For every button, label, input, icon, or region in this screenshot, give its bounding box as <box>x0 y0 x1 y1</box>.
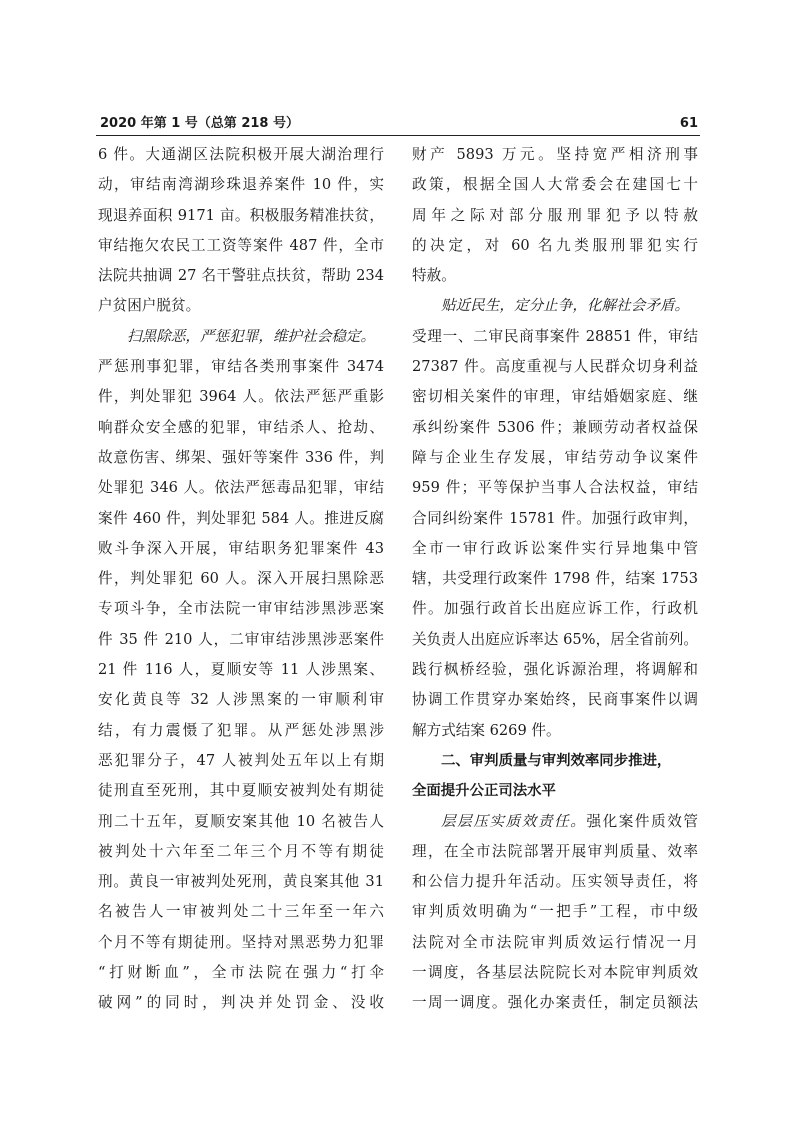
text-line: 处罪犯 346 人。依法严惩毒品犯罪，审结 <box>98 479 384 497</box>
text-line: 件，判处罪犯 60 人。深入开展扫黑除恶 <box>98 570 384 588</box>
text-line: 审结拖欠农民工工资等案件 487 件，全市 <box>98 236 384 254</box>
text-line: 案件 460 件，判处罪犯 584 人。推进反腐 <box>98 509 384 527</box>
text-line: 密切相关案件的审理，审结婚姻家庭、继 <box>412 388 698 406</box>
heading-line: 全面提升公正司法水平 <box>412 783 556 800</box>
lead-text: 贴近民生，定分止争，化解社会矛盾。 <box>441 297 690 315</box>
text-line: 故意伤害、绑架、强奸等案件 336 件，判 <box>98 448 384 466</box>
header-rule <box>96 135 700 136</box>
text-line: 协调工作贯穿办案始终，民商事案件以调 <box>412 691 698 709</box>
right-column <box>412 140 698 1019</box>
text-line: 解方式结案 6269 件。 <box>412 721 561 739</box>
text-line: 件，判处罪犯 3964 人。依法严惩严重影 <box>98 388 384 406</box>
text-line: 刑二十五年，夏顺安案其他 10 名被告人 <box>98 812 384 830</box>
text-line: 个月不等有期徒刑。坚持对黑恶势力犯罪 <box>98 933 384 951</box>
text-line: 政策，根据全国人大常委会在建国七十 <box>412 176 698 194</box>
paragraph <box>412 807 698 1019</box>
running-header <box>100 116 698 132</box>
text-line: 件 35 件 210 人，二审审结涉黑涉恶案件 <box>98 630 384 648</box>
page-number: 61 <box>679 116 698 131</box>
text-line: 被判处十六年至二年三个月不等有期徒 <box>98 842 384 860</box>
paragraph-lead <box>98 322 384 352</box>
heading-line: 二、审判质量与审判效率同步推进， <box>441 752 672 769</box>
text-line: 27387 件。高度重视与人民群众切身利益 <box>412 358 698 376</box>
text-line: 徒刑直至死刑，其中夏顺安被判处有期徒 <box>98 782 384 800</box>
text-line: 审判质效明确为“一把手”工程，市中级 <box>412 903 698 921</box>
text-line: 合同纠纷案件 15781 件。加强行政审判， <box>412 509 698 527</box>
issue-label: 2020 年第 1 号（总第 218 号） <box>100 116 299 131</box>
text-line: 障与企业生存发展，审结劳动争议案件 <box>412 448 698 466</box>
paragraph <box>98 322 384 1019</box>
text-line: 败斗争深入开展，审结职务犯罪案件 43 <box>98 539 384 557</box>
section-heading <box>412 746 698 807</box>
text-line: 受理一、二审民商事案件 28851 件，审结 <box>412 327 698 345</box>
text-line: 户贫困户脱贫。 <box>98 297 201 315</box>
text-line: 周年之际对部分服刑罪犯予以特赦 <box>412 206 698 224</box>
text-line: 959 件；平等保护当事人合法权益，审结 <box>412 479 698 497</box>
text-line: 21 件 116 人，夏顺安等 11 人涉黑案、 <box>98 661 384 679</box>
text-line: 名被告人一审被判处二十三年至一年六 <box>98 903 384 921</box>
text-line: 一周一调度。强化办案责任，制定员额法 <box>412 994 698 1012</box>
text-line: 严惩刑事犯罪，审结各类刑事案件 3474 <box>98 358 384 376</box>
text-line: 特赦。 <box>412 267 456 285</box>
text-line: 专项斗争，全市法院一审审结涉黑涉恶案 <box>98 600 384 618</box>
text-line: 全市一审行政诉讼案件实行异地集中管 <box>412 539 698 557</box>
lead-text: 扫黑除恶，严惩犯罪，维护社会稳定。 <box>127 327 376 345</box>
text-line: 法院对全市法院审判质效运行情况一月 <box>412 933 698 951</box>
text-line: 刑。黄良一审被判处死刑，黄良案其他 31 <box>98 873 384 891</box>
lead-continuation: 强化案件质效管 <box>586 812 698 830</box>
text-line: 践行枫桥经验，强化诉源治理，将调解和 <box>412 661 698 679</box>
paragraph <box>412 291 698 745</box>
text-line: 动，审结南湾湖珍珠退养案件 10 件，实 <box>98 176 384 194</box>
text-line: 关负责人出庭应诉率达 65%，居全省前列。 <box>412 630 698 648</box>
text-line: 响群众安全感的犯罪，审结杀人、抢劫、 <box>98 418 384 436</box>
text-line: 承纠纷案件 5306 件；兼顾劳动者权益保 <box>412 418 698 436</box>
lead-text: 层层压实质效责任。 <box>441 812 587 830</box>
text-line: 件。加强行政首长出庭应诉工作，行政机 <box>412 600 698 618</box>
text-line: 财产 5893 万元。坚持宽严相济刑事 <box>412 146 698 163</box>
paragraph-lead <box>412 291 698 321</box>
text-line: 安化黄良等 32 人涉黑案的一审顺利审 <box>98 691 384 709</box>
text-line: 辖，共受理行政案件 1798 件，结案 1753 <box>412 570 698 588</box>
paragraph <box>412 140 698 291</box>
text-line: 理，在全市法院部署开展审判质量、效率 <box>412 842 698 860</box>
paragraph-lead <box>412 807 698 837</box>
text-line: 恶犯罪分子，47 人被判处五年以上有期 <box>98 751 384 769</box>
left-column <box>98 140 384 1019</box>
text-line: 的决定，对 60 名九类服刑罪犯实行 <box>412 236 698 254</box>
text-line: 结，有力震慑了犯罪。从严惩处涉黑涉 <box>98 721 384 739</box>
text-line: 破网”的同时，判决并处罚金、没收 <box>98 994 384 1012</box>
text-line: 现退养面积 9171 亩。积极服务精准扶贫， <box>98 206 384 224</box>
text-line: 一调度，各基层法院院长对本院审判质效 <box>412 964 698 982</box>
text-line: “打财断血”，全市法院在强力“打伞 <box>98 964 384 982</box>
paragraph <box>98 140 384 322</box>
text-line: 6 件。大通湖区法院积极开展大湖治理行 <box>98 146 384 163</box>
text-line: 法院共抽调 27 名干警驻点扶贫，帮助 234 <box>98 267 384 285</box>
text-line: 和公信力提升年活动。压实领导责任，将 <box>412 873 698 891</box>
